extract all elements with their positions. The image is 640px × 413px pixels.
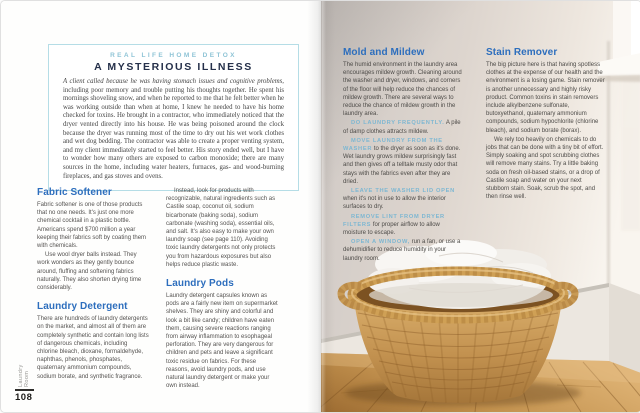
folio-rule: [15, 389, 34, 391]
right-page-columns: [343, 47, 605, 264]
mold-tip: [343, 187, 462, 212]
mold-tip-lead-caps: REMOVE LINT FROM DRYER FILTERS: [343, 213, 445, 228]
callout-body-text: including poor memory and trouble putting his thoughts together. He spent his mornings shoveling snow, and when he reported to me that he felt better when he was working outside than when at home, I knew he needed to have his home checked for toxins. He brought in a contractor, who immediately noticed that the dryer vented directly into his house. He was being poisoned around the clock because the dryer was running most of the time to dry out his wet work clothes and wet dog bedding. The contractor was able to create a proper venting system, and my client immediately started to feel better. His story ended well, but I have to wonder how many others are exposed to carbon monoxide; there are many sources in the home, including water heaters, furnaces, gas- and wood-burning fireplaces, and gas stoves and ovens.: [63, 86, 284, 180]
stain-remover-paragraph: We rely too heavily on chemicals to do jobs that can be done with a tiny bit of effort. Simply soaking and spot scrubbing clothes will remove many stains. Try a little baking soda on fresh oil-based stains, or a drop of Castile soap and water on your next stubborn stain. Soak, scrub the spot, and then rinse well.: [486, 136, 604, 201]
stain-remover-heading: Stain Remover: [486, 47, 558, 58]
fabric-softener-paragraph: Fabric softener is one of those products that no one needs. It's just one more chemical cocktail in a plastic bottle. Americans spend $700 million a year keeping their fabrics soft by coating them with chemicals.: [37, 202, 147, 250]
mold-tip-text: when it's not in use to allow the interior surfaces to dry.: [343, 196, 446, 211]
mold-tip-text: run a fan, or use a dehumidifier to reduce humidity in your laundry room.: [343, 239, 461, 262]
callout-kicker: REAL LIFE HOME DETOX: [110, 52, 237, 59]
right-page: [321, 1, 640, 412]
mold-mildew-intro-paragraph: The humid environment in the laundry area encourages mildew growth. Cleaning around the washer and dryer, windows, and corners of the floor will help reduce the chances of mildew growth. There are several ways to reduce the chance of mildew growth in the laundry area.: [343, 62, 462, 118]
mold-tip-lead-caps: DO LAUNDRY FREQUENTLY.: [351, 120, 445, 127]
mold-tip: [343, 119, 462, 135]
callout-lead-italic: A client called because he was having stomach issues and cognitive problems,: [63, 78, 284, 85]
mold-tip-lead-caps: OPEN A WINDOW,: [351, 239, 410, 246]
mold-tip: [343, 213, 462, 238]
fabric-softener-heading: Fabric Softener: [37, 187, 112, 198]
page-number: 108: [15, 392, 33, 403]
mold-tip: [343, 137, 462, 186]
right-column-2: [486, 47, 605, 264]
case-study-callout: [48, 44, 299, 191]
right-column-1: [343, 47, 462, 264]
mold-tip-text: A pile of damp clothes attracts mildew.: [343, 120, 461, 135]
mold-tip: [343, 238, 462, 263]
left-column-2: [166, 187, 279, 391]
stain-remover-paragraph: The big picture here is that having spotless clothes at the expense of our health and the environment is a losing game. Stain remover is another unnecessary and highly risky product. Common toxins in stain removers include alkylbenzene sulfonate, butoxyethanol, quaternary ammonium compounds, sodium hypochlorite (chlorine bleach), and sodium borate (borax).: [486, 62, 605, 134]
mold-mildew-heading: Mold and Mildew: [343, 47, 425, 58]
fabric-softener-paragraph: Use wool dryer balls instead. They work wonders as they gently bounce around, fluffing and softening fabrics naturally. They also shorten drying time considerably.: [37, 252, 142, 292]
callout-story: [63, 78, 284, 181]
left-column-1: [37, 187, 150, 391]
laundry-pods-paragraph: Laundry detergent capsules known as pods are a fairly new item on supermarket shelves. They are shiny and colorful and look a bit like candy; children have eaten them, causing severe reactions ranging from airway inflammation to esophageal perforation. They are very dangerous for children and pets and leave a significant toxic residue on fabrics. For these reasons, avoid laundry pods, and use natural laundry detergent or make your own instead.: [166, 293, 278, 390]
mold-tip-text: to the dryer as soon as it's done. Wet laundry grows mildew surprisingly fast and then gives off a telltale musty odor that stays with the fabrics even after they are dried.: [343, 146, 461, 185]
laundry-pods-heading: Laundry Pods: [166, 278, 234, 290]
callout-title: A MYSTERIOUS ILLNESS: [94, 61, 253, 73]
mold-tip-lead-caps: LEAVE THE WASHER LID OPEN: [351, 188, 455, 195]
left-page: [1, 1, 321, 412]
mold-tip-text: for proper airflow to allow moisture to escape.: [343, 221, 440, 237]
chapter-sidebar-label: Laundry Room: [18, 364, 30, 387]
left-page-columns: [37, 187, 279, 391]
laundry-detergent-heading: Laundry Detergent: [37, 301, 128, 313]
fabric-softener-continued-paragraph: Instead, look for products with recognizable, natural ingredients such as Castile soap, coconut oil, sodium bicarbonate (baking soda), sodium carbonate (washing soda), essential oils, and salt. It's also easy to make your own laundry soap (see page 110). Avoiding toxic laundry detergents not only protects you from hazardous exposures but also helps reduce plastic waste.: [166, 188, 276, 268]
laundry-detergent-paragraph: There are hundreds of laundry detergents on the market, and almost all of them are completely synthetic and contain long lists of dangerous chemicals, including chlorine bleach, dioxane, formaldehyde, naphthas, phenols, phosphates, quaternary ammonium compounds, sodium borate, and synthetic fragrance.: [37, 316, 149, 380]
mold-tip-lead-caps: MOVE LAUNDRY FROM THE WASHER: [343, 137, 443, 153]
